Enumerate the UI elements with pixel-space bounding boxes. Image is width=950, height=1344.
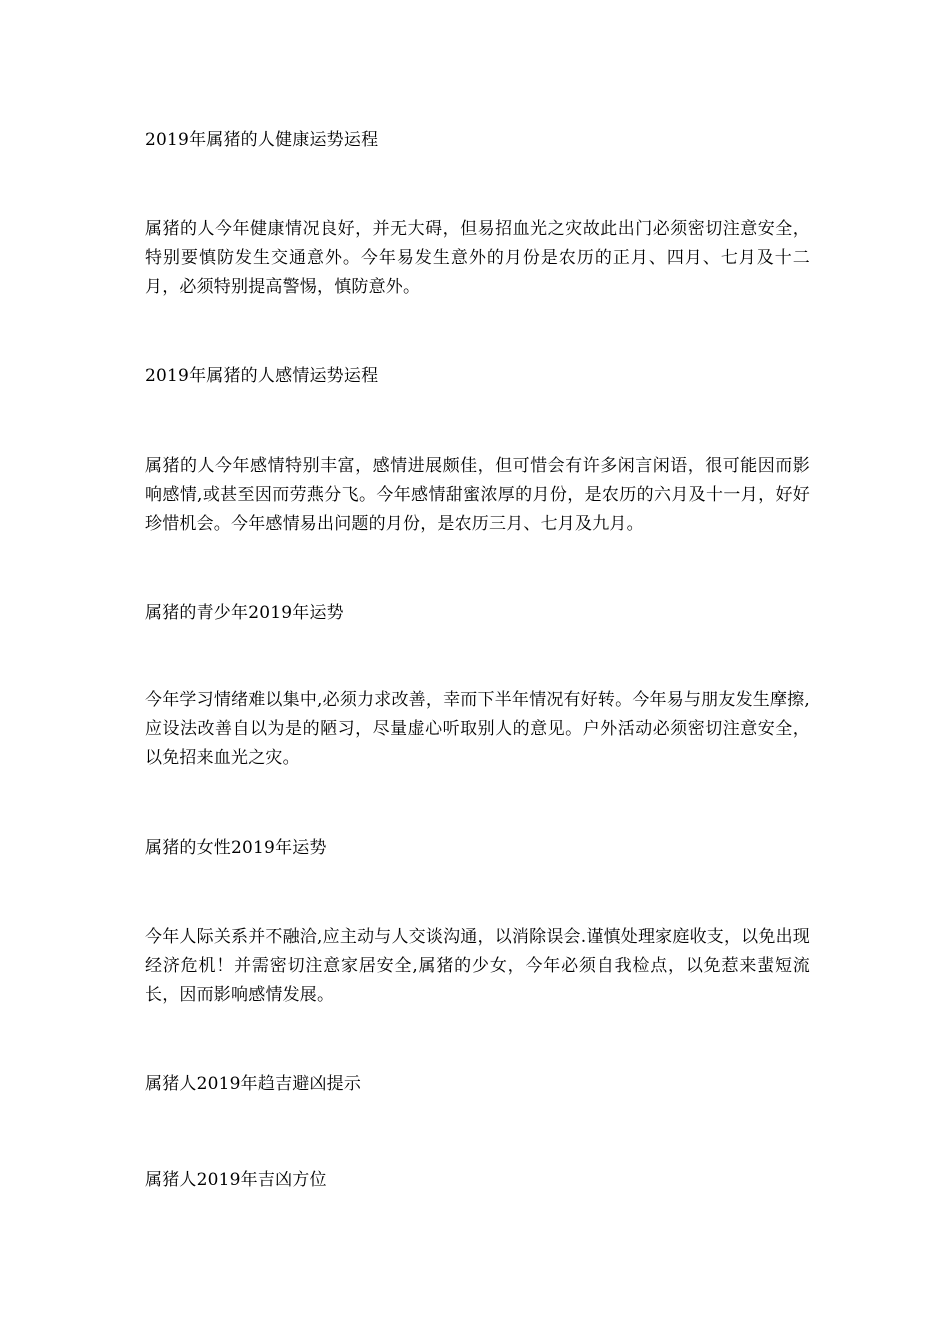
section-heading-health: 2019年属猪的人健康运势运程	[145, 130, 379, 150]
section-heading-women: 属猪的女性2019年运势	[145, 838, 327, 858]
paragraph-love: 属猪的人今年感情特别丰富，感情进展颇佳，但可惜会有许多闲言闲语，很可能因而影响感情,或甚至因而劳燕分飞。今年感情甜蜜浓厚的月份，是农历的六月及十一月，好好珍惜机会。今年感情易出问题的月份，是农历三月、七月及九月。	[145, 456, 810, 534]
section-heading-love: 2019年属猪的人感情运势运程	[145, 366, 379, 386]
paragraph-women: 今年人际关系并不融洽,应主动与人交谈沟通，以消除误会.谨慎处理家庭收支，以免出现经济危机！并需密切注意家居安全,属猪的少女，今年必须自我检点，以免惹来蜚短流长，因而影响感情发展。	[145, 927, 810, 1005]
paragraph-youth: 今年学习情绪难以集中,必须力求改善，幸而下半年情况有好转。今年易与朋友发生摩擦,应设法改善自以为是的陋习，尽量虚心听取别人的意见。户外活动必须密切注意安全，以免招来血光之灾。	[145, 690, 810, 768]
paragraph-health: 属猪的人今年健康情况良好，并无大碍，但易招血光之灾故此出门必须密切注意安全，特别要慎防发生交通意外。今年易发生意外的月份是农历的正月、四月、七月及十二月，必须特别提高警惕，慎防意外。	[145, 219, 810, 297]
section-heading-directions: 属猪人2019年吉凶方位	[145, 1170, 327, 1190]
section-heading-youth: 属猪的青少年2019年运势	[145, 603, 344, 623]
section-heading-tips: 属猪人2019年趋吉避凶提示	[145, 1074, 362, 1094]
